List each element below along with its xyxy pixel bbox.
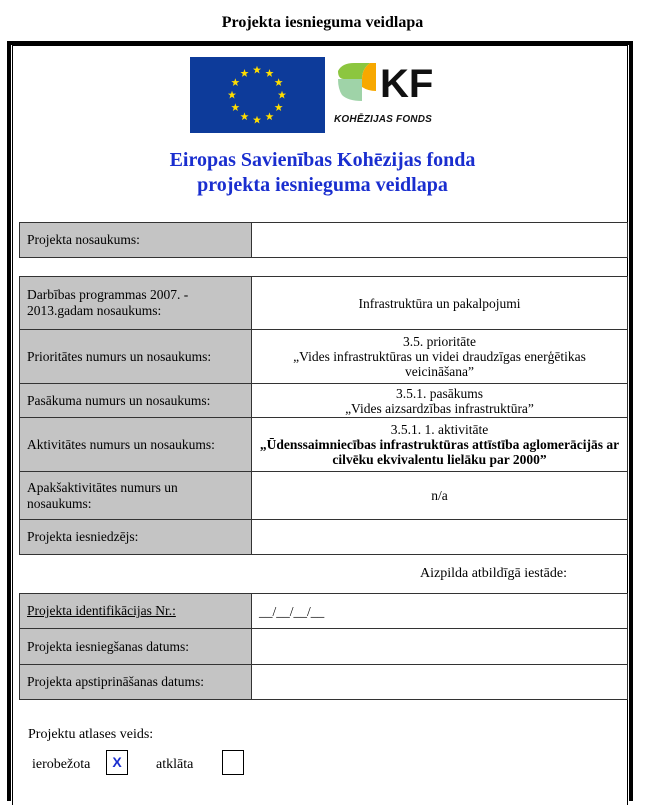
approval-date-field[interactable] — [252, 665, 628, 700]
row-label: Aktivitātes numurs un nosaukums: — [20, 418, 252, 472]
authority-table — [19, 593, 628, 700]
table-row — [20, 418, 628, 472]
kf-text: KOHĒZIJAS FONDS — [334, 114, 433, 125]
option-open-label: atklāta — [156, 757, 194, 772]
row-label: Pasākuma numurs un nosaukums: — [20, 384, 252, 418]
row-value: n/a — [252, 472, 628, 520]
project-name-label: Projekta nosaukums: — [20, 223, 252, 258]
table-row — [20, 384, 628, 418]
option-restricted-label: ierobežota — [32, 757, 91, 772]
eu-flag-icon — [190, 57, 325, 133]
id-number-field[interactable]: __/__/__/__ — [252, 594, 628, 629]
eu-star-icon — [275, 78, 283, 86]
row-label: Projekta apstiprināšanas datums: — [20, 665, 252, 700]
table-row — [20, 277, 628, 330]
authority-note: Aizpilda atbildīgā iestāde: — [420, 566, 567, 581]
project-name-field[interactable] — [252, 223, 628, 258]
kf-mark: KF — [380, 62, 434, 106]
table-row — [20, 665, 628, 700]
row-label: Apakšaktivitātes numurs un nosaukums: — [20, 472, 252, 520]
table-row — [20, 330, 628, 384]
submission-date-field[interactable] — [252, 629, 628, 665]
eu-star-icon — [231, 103, 239, 111]
option-open-checkbox[interactable] — [222, 750, 244, 775]
applicant-field[interactable] — [252, 520, 628, 555]
document-title: Projekta iesnieguma veidlapa — [221, 14, 424, 31]
table-row — [20, 629, 628, 665]
project-name-table — [19, 222, 628, 258]
kf-symbol-icon — [332, 57, 458, 117]
heading-line-2: projekta iesnieguma veidlapa — [197, 174, 448, 196]
eu-star-icon — [240, 112, 248, 120]
eu-star-icon — [231, 78, 239, 86]
logo-strip — [190, 57, 458, 133]
row-value: Infrastruktūra un pakalpojumi — [252, 277, 628, 330]
row-label: Projekta iesniegšanas datums: — [20, 629, 252, 665]
table-row — [20, 594, 628, 629]
eu-star-icon — [265, 69, 273, 77]
row-value: 3.5.1. 1. aktivitāte „Ūdenssaimniecības infrastruktūras attīstība aglomerācijās ar cilvēku ekvivalentu lielāku par 2000” — [252, 418, 628, 472]
table-row — [20, 520, 628, 555]
page-heading — [0, 148, 645, 198]
table-row — [20, 472, 628, 520]
eu-star-icon — [278, 91, 286, 99]
row-label: Projekta identifikācijas Nr.: — [20, 594, 252, 629]
heading-line-1: Eiropas Savienības Kohēzijas fonda — [169, 149, 476, 171]
eu-star-icon — [265, 112, 273, 120]
row-label: Prioritātes numurs un nosaukums: — [20, 330, 252, 384]
option-restricted-checkbox[interactable]: X — [106, 750, 128, 775]
eu-star-icon — [253, 66, 261, 74]
row-label: Projekta iesniedzējs: — [20, 520, 252, 555]
eu-star-icon — [240, 69, 248, 77]
kf-logo — [332, 57, 458, 133]
selection-label: Projektu atlases veids: — [28, 727, 154, 742]
row-label: Darbības programmas 2007. - 2013.gadam nosaukums: — [20, 277, 252, 330]
eu-star-icon — [253, 116, 261, 124]
row-value: 3.5.1. pasākums „Vides aizsardzības infrastruktūra” — [252, 384, 628, 418]
eu-star-icon — [275, 103, 283, 111]
row-value: 3.5. prioritāte „Vides infrastruktūras un videi draudzīgas enerģētikas veicināšana” — [252, 330, 628, 384]
eu-star-icon — [228, 91, 236, 99]
program-table — [19, 276, 628, 555]
